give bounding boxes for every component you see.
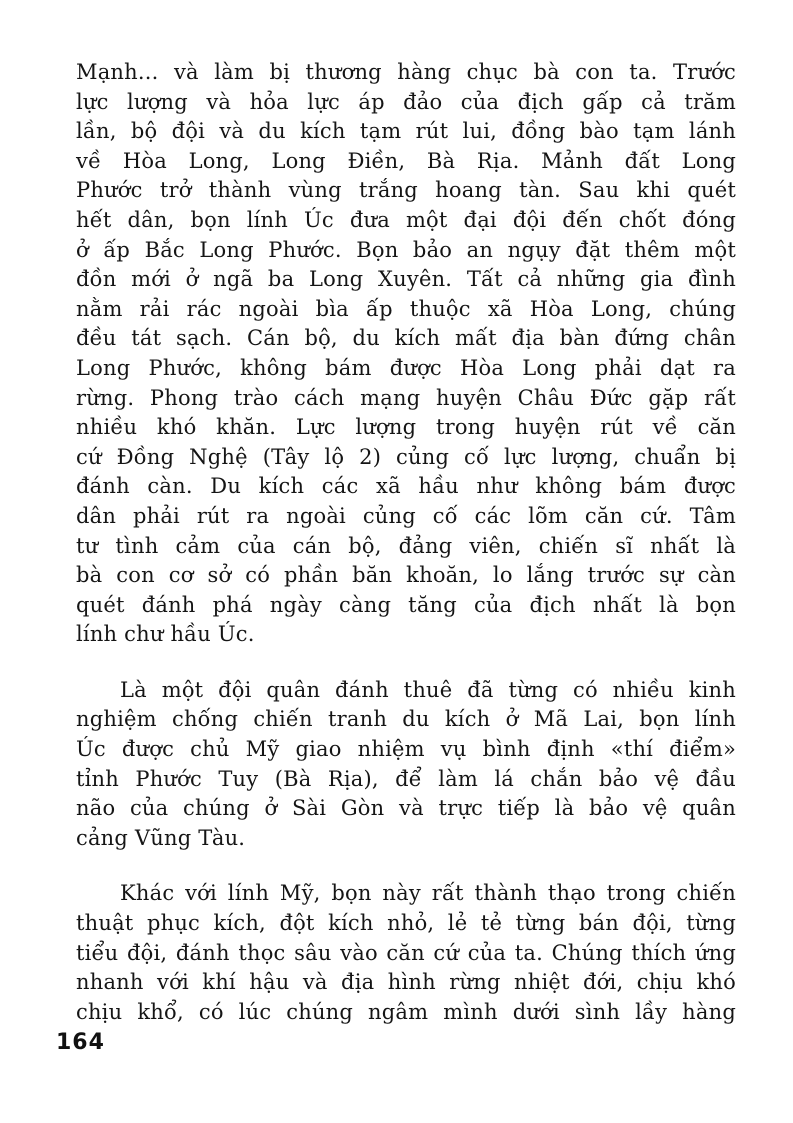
text-line: nằm rải rác ngoài bìa ấp thuộc xã Hòa Long, chúng <box>76 296 736 321</box>
text-line: tiểu đội, đánh thọc sâu vào căn cứ của ta. Chúng thích ứng <box>76 940 736 965</box>
paragraph-3 <box>76 879 736 1027</box>
text-line: nghiệm chống chiến tranh du kích ở Mã Lai, bọn lính <box>76 707 736 732</box>
text-line: chịu khổ, có lúc chúng ngâm mình dưới sình lầy hàng <box>76 999 736 1024</box>
text-line: tư tình cảm của cán bộ, đảng viên, chiến sĩ nhất là <box>76 533 736 558</box>
text-line: não của chúng ở Sài Gòn và trực tiếp là bảo vệ quân <box>76 796 736 821</box>
text-line: cảng Vũng Tàu. <box>76 825 246 850</box>
body-text <box>76 58 736 1027</box>
text-line: Long Phước, không bám được Hòa Long phải dạt ra <box>76 355 736 380</box>
text-line: đồn mới ở ngã ba Long Xuyên. Tất cả những gia đình <box>76 267 736 292</box>
text-line: Úc được chủ Mỹ giao nhiệm vụ bình định «thí điểm» <box>76 737 736 762</box>
text-line: lực lượng và hỏa lực áp đảo của địch gấp cả trăm <box>76 89 736 114</box>
text-line: đều tát sạch. Cán bộ, du kích mất địa bàn đứng chân <box>76 326 736 351</box>
text-line: Khác với lính Mỹ, bọn này rất thành thạo trong chiến <box>120 881 736 906</box>
text-line: lần, bộ đội và du kích tạm rút lui, đồng bào tạm lánh <box>76 119 736 144</box>
text-line: nhiều khó khăn. Lực lượng trong huyện rút về căn <box>76 415 736 440</box>
text-line: đánh càn. Du kích các xã hầu như không bám được <box>76 474 736 499</box>
text-line: bà con cơ sở có phần băn khoăn, lo lắng trước sự càn <box>76 563 736 588</box>
text-line: quét đánh phá ngày càng tăng của địch nhất là bọn <box>76 592 736 617</box>
text-line: dân phải rút ra ngoài củng cố các lõm căn cứ. Tâm <box>76 503 736 528</box>
text-line: Phước trở thành vùng trắng hoang tàn. Sau khi quét <box>76 178 736 203</box>
text-line: nhanh với khí hậu và địa hình rừng nhiệt đới, chịu khó <box>76 970 736 995</box>
text-line: Là một đội quân đánh thuê đã từng có nhiều kinh <box>120 677 736 702</box>
text-line: về Hòa Long, Long Điền, Bà Rịa. Mảnh đất Long <box>76 148 736 173</box>
text-line: Mạnh... và làm bị thương hàng chục bà con ta. Trước <box>76 60 736 84</box>
text-line: rừng. Phong trào cách mạng huyện Châu Đức gặp rất <box>76 385 736 410</box>
text-line: hết dân, bọn lính Úc đưa một đại đội đến chốt đóng <box>76 207 736 232</box>
paragraph-2 <box>76 676 736 854</box>
text-line: ở ấp Bắc Long Phước. Bọn bảo an ngụy đặt thêm một <box>76 237 736 262</box>
text-line: tỉnh Phước Tuy (Bà Rịa), để làm lá chắn bảo vệ đầu <box>76 766 736 791</box>
text-line: thuật phục kích, đột kích nhỏ, lẻ tẻ từng bán đội, từng <box>76 911 736 936</box>
page-number: 164 <box>56 1030 105 1055</box>
text-line: cứ Đồng Nghệ (Tây lộ 2) củng cố lực lượng, chuẩn bị <box>76 444 736 469</box>
paragraph-1 <box>76 58 736 650</box>
text-line: lính chư hầu Úc. <box>76 622 255 647</box>
